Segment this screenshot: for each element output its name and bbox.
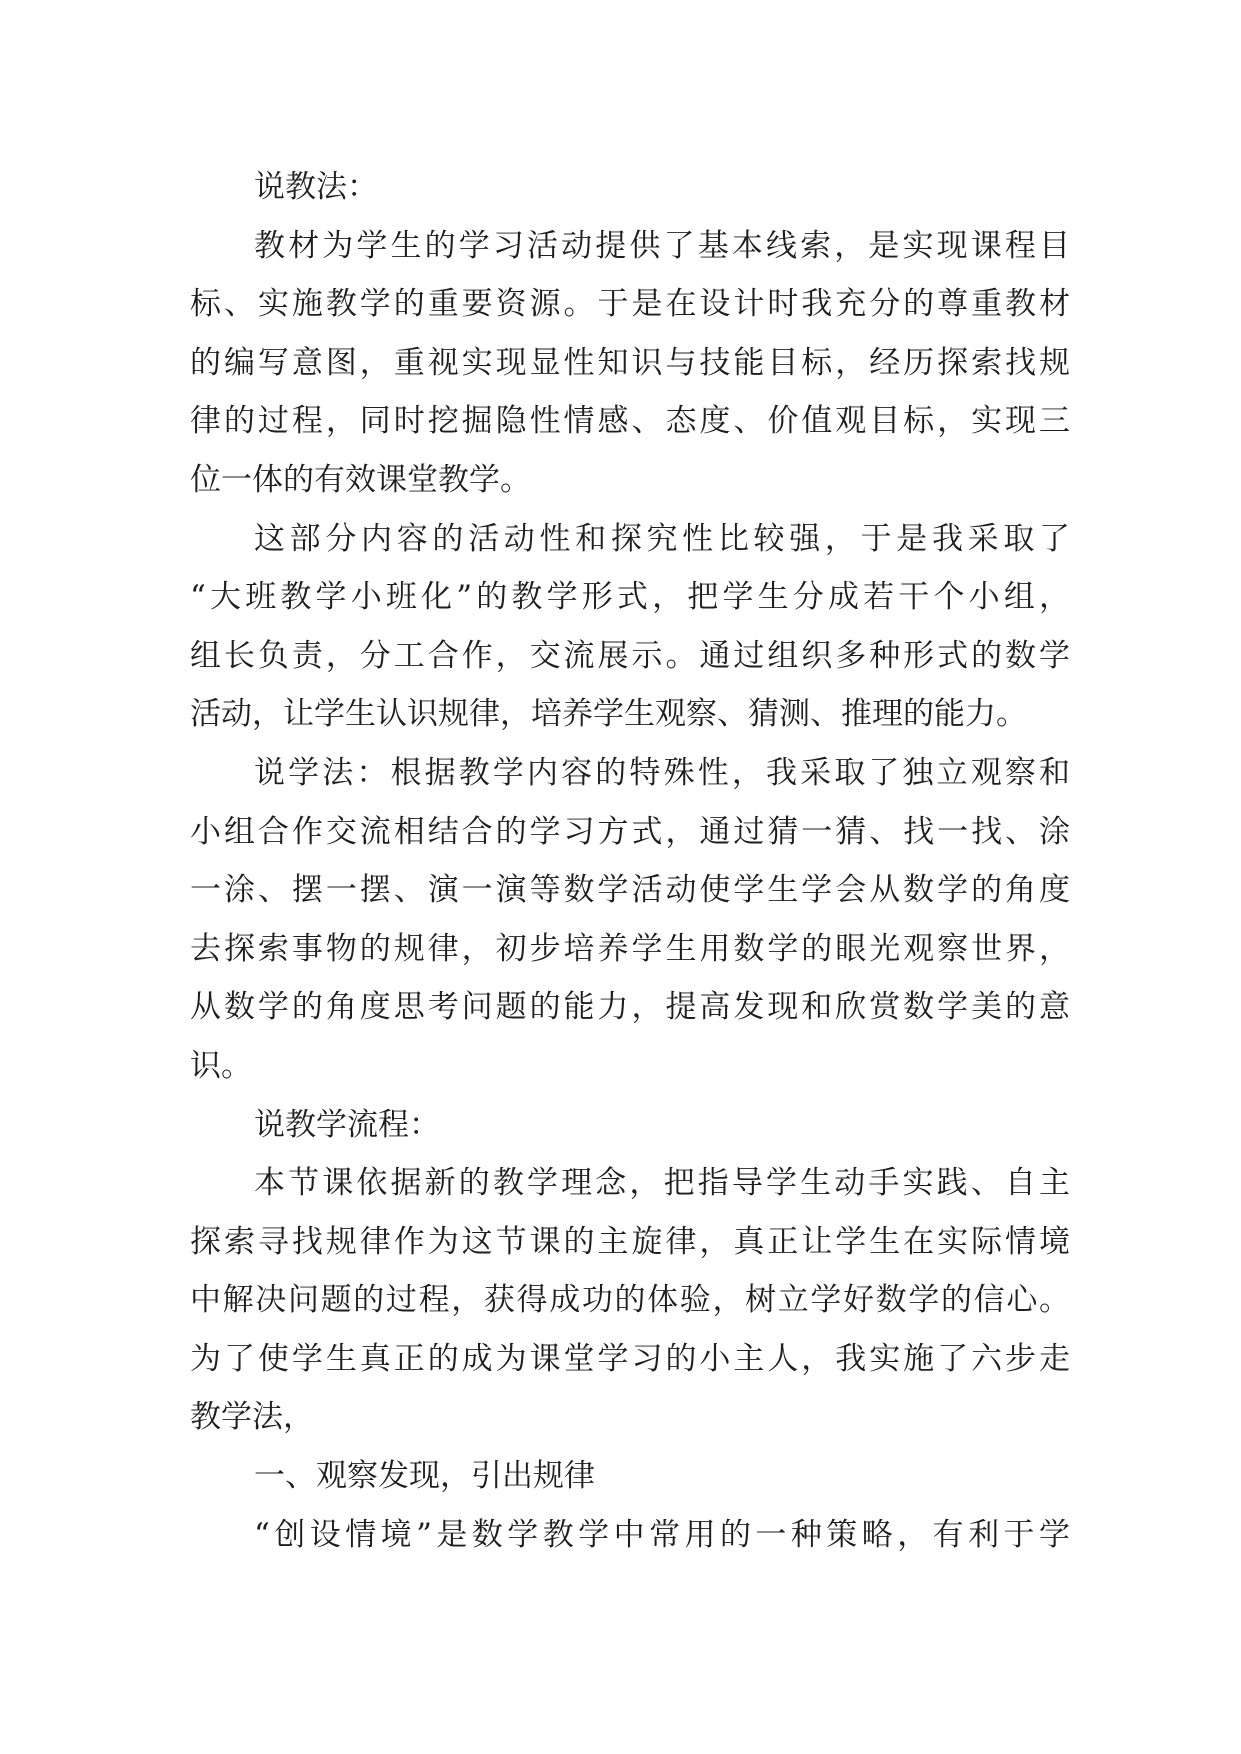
text-line: 说教法： [254,169,378,205]
text-line: 组长负责，分工合作，交流展示。通过组织多种形式的数学 [190,637,1070,674]
text-line: 的编写意图，重视实现显性知识与技能目标，经历探索找规 [190,344,1070,381]
text-line: 识。 [190,1047,252,1084]
text-line: 教学法， [190,1399,314,1436]
text-line: 为了使学生真正的成为课堂学习的小主人，我实施了六步走 [190,1340,1070,1377]
text-line: 中解决问题的过程，获得成功的体验，树立学好数学的信心。 [190,1282,1070,1319]
text-line: 教材为学生的学习活动提供了基本线索，是实现课程目 [254,227,1070,264]
text-line: 说教学流程： [254,1106,440,1143]
text-line: 位一体的有效课堂教学。 [190,461,531,498]
text-line: 本节课依据新的教学理念，把指导学生动手实践、自主 [254,1165,1070,1202]
text-line: 活动，让学生认识规律，培养学生观察、猜测、推理的能力。 [190,696,1027,733]
text-line: 说学法：根据教学内容的特殊性，我采取了独立观察和 [254,754,1070,791]
text-line: 这部分内容的活动性和探究性比较强，于是我采取了 [254,520,1070,557]
text-line: “创设情境”是数学教学中常用的一种策略，有利于学 [254,1516,1070,1553]
document-body [190,158,1070,1564]
text-line: “大班教学小班化”的教学形式，把学生分成若干个小组， [190,579,1070,616]
text-line: 去探索事物的规律，初步培养学生用数学的眼光观察世界， [190,930,1070,967]
text-line: 从数学的角度思考问题的能力，提高发现和欣赏数学美的意 [190,989,1070,1026]
text-line: 律的过程，同时挖掘隐性情感、态度、价值观目标，实现三 [190,403,1070,440]
text-line: 一、观察发现，引出规律 [254,1458,595,1495]
text-line: 标、实施教学的重要资源。于是在设计时我充分的尊重教材 [190,286,1070,323]
text-line: 一涂、摆一摆、演一演等数学活动使学生学会从数学的角度 [190,872,1070,909]
text-line: 探索寻找规律作为这节课的主旋律，真正让学生在实际情境 [190,1223,1070,1260]
text-line: 小组合作交流相结合的学习方式，通过猜一猜、找一找、涂 [190,813,1070,850]
